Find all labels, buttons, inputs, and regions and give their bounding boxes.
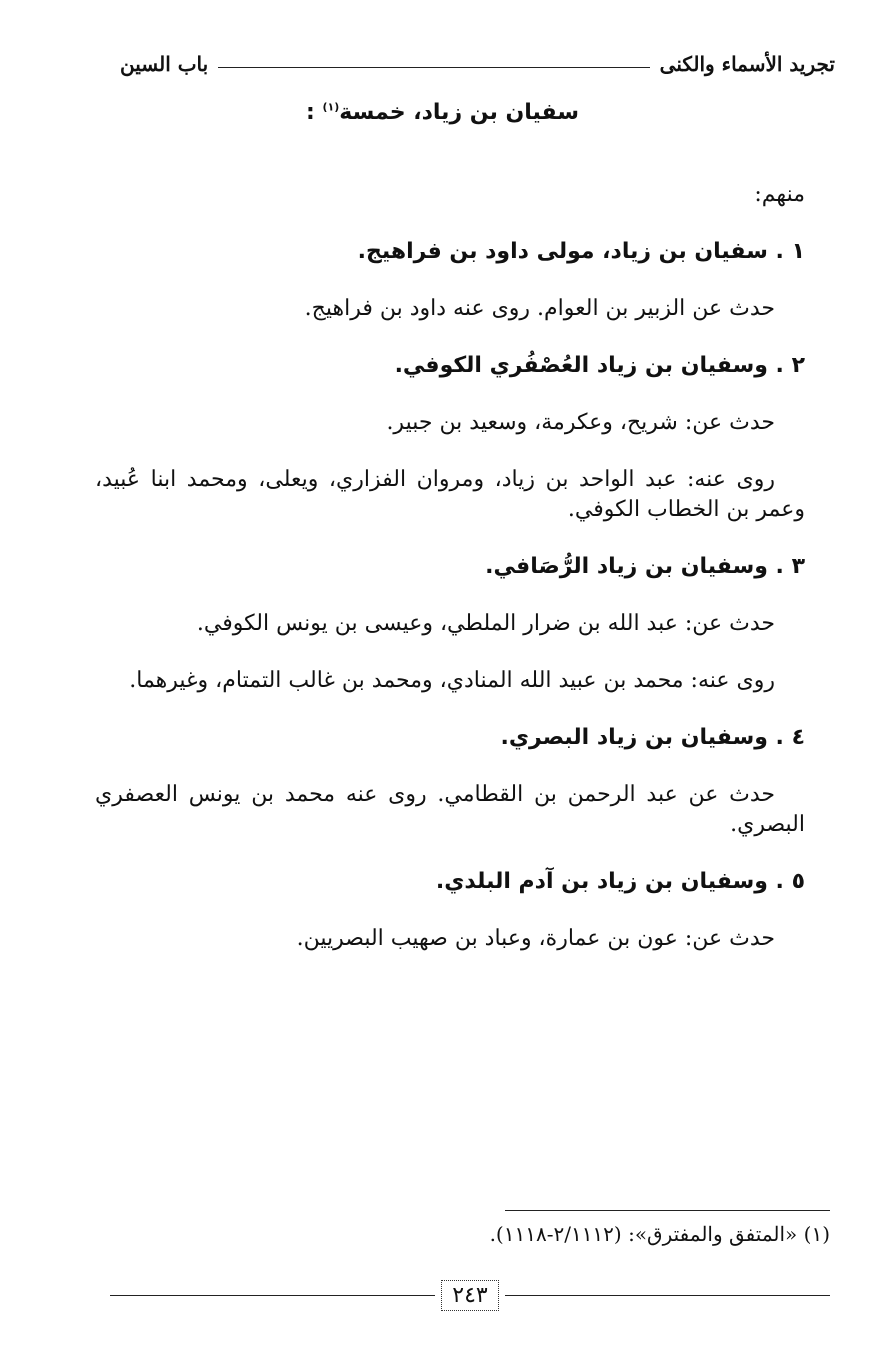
book-title: تجريد الأسماء والكنى [659,52,835,76]
section-title [0,100,885,125]
entry-heading: ١ . سفيان بن زياد، مولى داود بن فراهيج. [357,239,805,264]
paragraph: منهم: [754,182,805,207]
chapter-name: باب السين [120,52,209,76]
paragraph: روى عنه: عبد الواحد بن زياد، ومروان الفزاري، ويعلى، ومحمد ابنا عُبيد، وعمر بن الخطاب الكوفي. [95,467,805,522]
paragraph: حدث عن: شريح، وعكرمة، وسعيد بن جبير. [386,410,775,435]
page-number: ٢٤٣ [441,1280,498,1311]
footer-rule-right [505,1295,830,1296]
entry-heading: ٥ . وسفيان بن زياد بن آدم البلدي. [435,869,805,894]
entry-heading: ٣ . وسفيان بن زياد الرُّصَافي. [485,554,805,579]
footnote-ref: (١) [322,100,340,114]
header-rule [218,67,649,68]
paragraph: روى عنه: محمد بن عبيد الله المنادي، ومحمد بن غالب التمتام، وغيرهما. [129,668,775,693]
paragraph: حدث عن الزبير بن العوام. روى عنه داود بن فراهيج. [304,296,775,321]
entry-heading: ٢ . وسفيان بن زياد العُصْفُري الكوفي. [394,353,805,378]
section-title-text: سفيان بن زياد، خمسة [339,100,579,125]
section-title-colon: : [306,100,315,125]
footnote-separator [505,1210,830,1211]
body-text [95,180,805,981]
entry-heading: ٤ . وسفيان بن زياد البصري. [500,725,805,750]
paragraph: حدث عن عبد الرحمن بن القطامي. روى عنه محمد بن يونس العصفري البصري. [95,782,805,837]
footer-rule-left [110,1295,435,1296]
paragraph: حدث عن: عون بن عمارة، وعباد بن صهيب البصريين. [296,926,775,951]
page-footer [110,1275,830,1315]
footnote: (١) «المتفق والمفترق»: (٢/١١١٢-١١١٨). [489,1222,830,1246]
paragraph: حدث عن: عبد الله بن ضرار الملطي، وعيسى بن يونس الكوفي. [196,611,775,636]
running-header [120,48,835,80]
